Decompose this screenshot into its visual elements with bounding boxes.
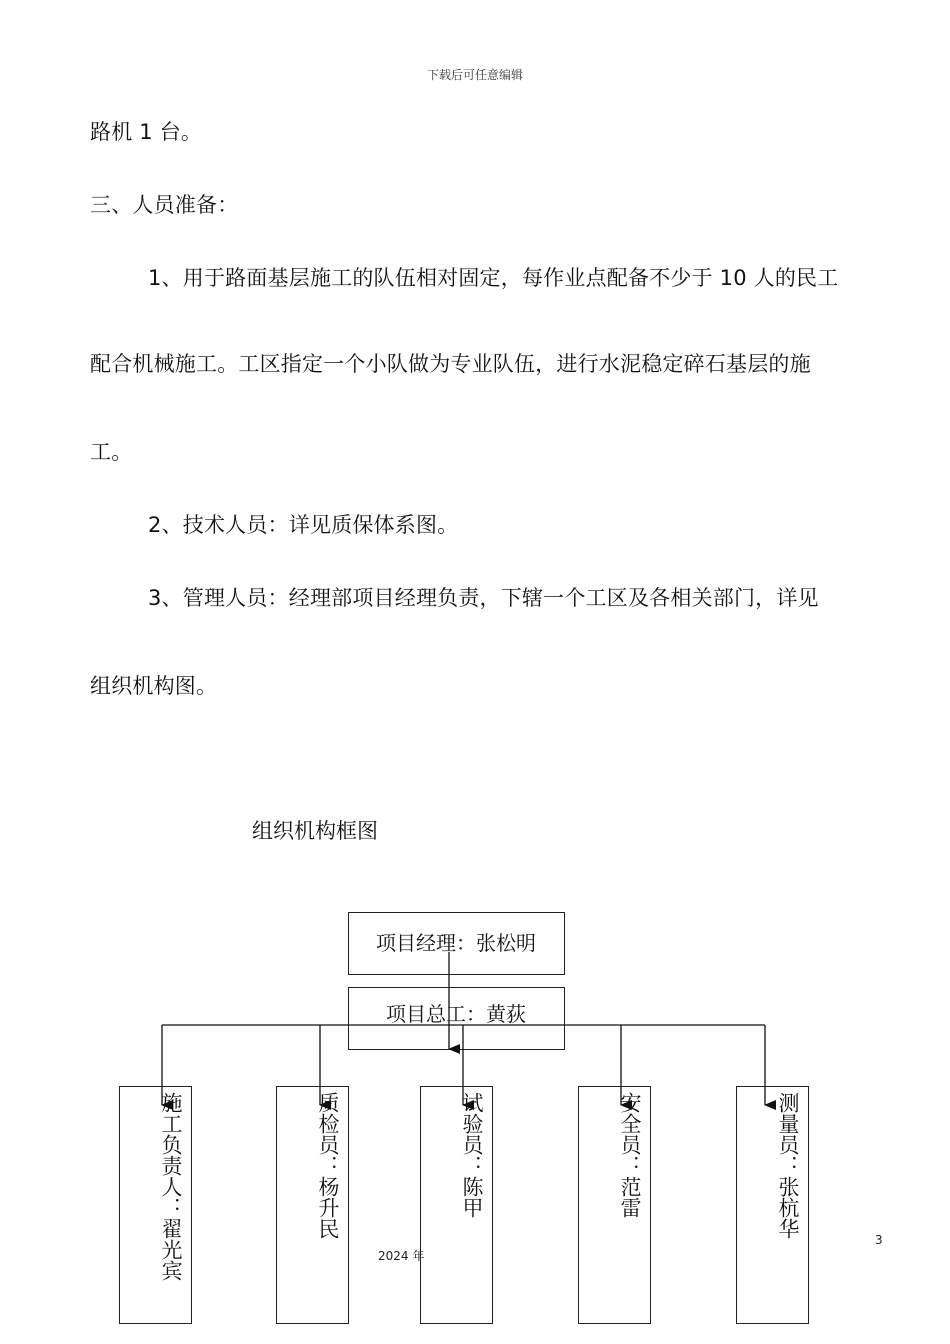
paragraph-3-line1: 3、管理人员：经理部项目经理负责，下辖一个工区及各相关部门，详见 [148, 586, 819, 610]
paragraph-continued: 路机 1 台。 [90, 120, 203, 144]
dept-label-quality: 质检员：杨升民 [316, 1092, 340, 1239]
paragraph-1-line3: 工。 [90, 440, 133, 464]
paragraph-1-line1: 1、用于路面基层施工的队伍相对固定，每作业点配备不少于 10 人的民工 [148, 266, 839, 290]
paragraph-3-line2: 组织机构图。 [90, 674, 218, 698]
paragraph-1-line2: 配合机械施工。工区指定一个小队做为专业队伍，进行水泥稳定碎石基层的施 [90, 352, 811, 376]
section-heading-personnel: 三、人员准备： [90, 193, 239, 217]
org-chart-title: 组织机构框图 [252, 819, 378, 843]
dept-label-survey: 测量员：张杭华 [776, 1092, 800, 1239]
chief-engineer-label: 项目总工：黄荻 [386, 1002, 526, 1026]
dept-label-construction: 施工负责人：翟光宾 [159, 1092, 183, 1281]
paragraph-2: 2、技术人员：详见质保体系图。 [148, 513, 459, 537]
dept-label-testing: 试验员：陈甲 [460, 1092, 484, 1218]
project-manager-label: 项目经理：张松明 [376, 931, 536, 955]
footer-date: 2024 年 [378, 1249, 425, 1263]
page-header: 下载后可任意编辑 [426, 68, 523, 82]
dept-label-safety: 安全员：范雷 [618, 1092, 642, 1218]
page-number: 3 [875, 1233, 883, 1247]
